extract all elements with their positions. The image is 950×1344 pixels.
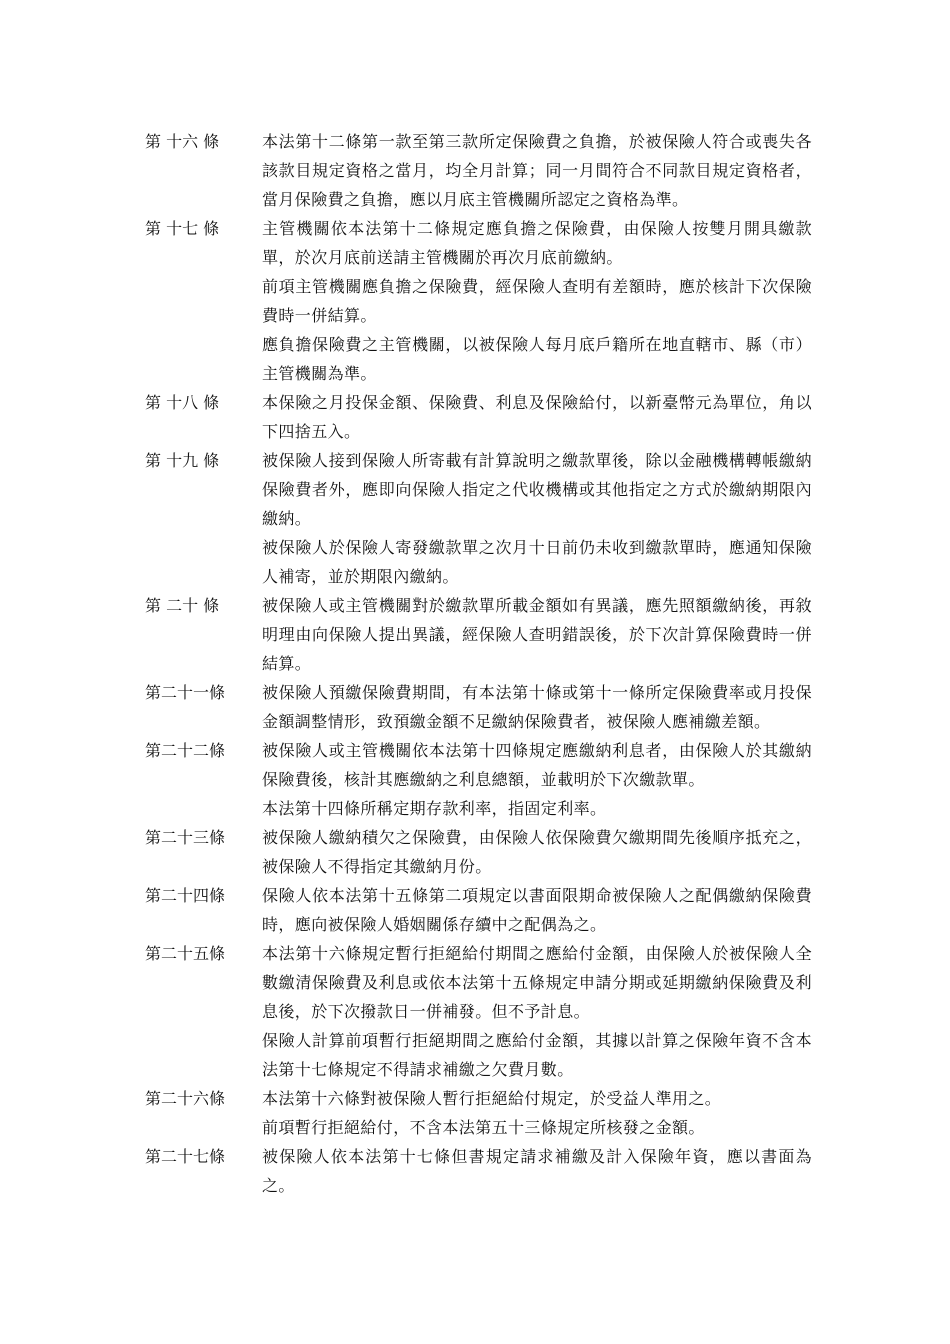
paragraph: 主管機關依本法第十二條規定應負擔之保險費，由保險人按雙月開具繳款單，於次月底前送請主管機關於再次月底前繳納。: [262, 219, 812, 267]
article-number: 第二十五條: [145, 944, 226, 963]
article: [145, 678, 815, 736]
article-number: 第二十四條: [145, 886, 226, 905]
paragraph: 前項主管機關應負擔之保險費，經保險人查明有差額時，應於核計下次保險費時一併結算。: [262, 277, 812, 325]
paragraph: 被保險人預繳保險費期間，有本法第十條或第十一條所定保險費率或月投保金額調整情形，致預繳金額不足繳納保險費者，被保險人應補繳差額。: [262, 683, 812, 731]
paragraph: 本保險之月投保金額、保險費、利息及保險給付，以新臺幣元為單位，角以下四捨五入。: [262, 393, 812, 441]
article: [145, 881, 815, 939]
article-body: [262, 736, 812, 823]
paragraph: 被保險人接到保險人所寄載有計算說明之繳款單後，除以金融機構轉帳繳納保險費者外，應即向保險人指定之代收機構或其他指定之方式於繳納期限內繳納。: [262, 451, 812, 528]
article-body: [262, 1084, 812, 1142]
article: [145, 388, 815, 446]
article-number: 第 二十 條: [145, 596, 220, 615]
article: [145, 214, 815, 388]
paragraph: 保險人依本法第十五條第二項規定以書面限期命被保險人之配偶繳納保險費時，應向被保險人婚姻關係存續中之配偶為之。: [262, 886, 812, 934]
article-number: 第 十九 條: [145, 451, 220, 470]
paragraph: 被保險人或主管機關依本法第十四條規定應繳納利息者，由保險人於其繳納保險費後，核計其應繳納之利息總額，並載明於下次繳款單。: [262, 741, 812, 789]
paragraph: 本法第十六條規定暫行拒絕給付期間之應給付金額，由保險人於被保險人全數繳清保險費及利息或依本法第十五條規定申請分期或延期繳納保險費及利息後，於下次撥款日一併補發。但不予計息。: [262, 944, 812, 1021]
paragraph: 被保險人依本法第十七條但書規定請求補繳及計入保險年資，應以書面為之。: [262, 1147, 812, 1195]
paragraph: 被保險人於保險人寄發繳款單之次月十日前仍未收到繳款單時，應通知保險人補寄，並於期限內繳納。: [262, 538, 812, 586]
article-body: [262, 1142, 812, 1200]
article-body: [262, 446, 812, 591]
article-body: [262, 823, 812, 881]
article: [145, 823, 815, 881]
article: [145, 1142, 815, 1200]
article: [145, 446, 815, 591]
article-body: [262, 678, 812, 736]
article-body: [262, 881, 812, 939]
article-number: 第二十七條: [145, 1147, 226, 1166]
article: [145, 127, 815, 214]
article-number: 第二十六條: [145, 1089, 226, 1108]
article-body: [262, 127, 812, 214]
paragraph: 本法第十六條對被保險人暫行拒絕給付規定，於受益人準用之。: [262, 1089, 722, 1108]
article-number: 第二十二條: [145, 741, 226, 760]
paragraph: 本法第十二條第一款至第三款所定保險費之負擔，於被保險人符合或喪失各該款目規定資格之當月，均全月計算；同一月間符合不同款目規定資格者，當月保險費之負擔，應以月底主管機關所認定之資格為準。: [262, 132, 812, 209]
paragraph: 被保險人繳納積欠之保險費，由保險人依保險費欠繳期間先後順序抵充之，被保險人不得指定其繳納月份。: [262, 828, 812, 876]
article-body: [262, 388, 812, 446]
article: [145, 939, 815, 1084]
paragraph: 本法第十四條所稱定期存款利率，指固定利率。: [262, 799, 607, 818]
article-number: 第二十一條: [145, 683, 226, 702]
paragraph: 保險人計算前項暫行拒絕期間之應給付金額，其據以計算之保險年資不含本法第十七條規定不得請求補繳之欠費月數。: [262, 1031, 812, 1079]
article-body: [262, 214, 812, 388]
article-body: [262, 939, 812, 1084]
article-number: 第 十六 條: [145, 132, 220, 151]
article: [145, 736, 815, 823]
paragraph: 前項暫行拒絕給付，不含本法第五十三條規定所核發之金額。: [262, 1118, 705, 1137]
regulation-document: [145, 127, 815, 1200]
article-number: 第 十八 條: [145, 393, 220, 412]
article-body: [262, 591, 812, 678]
paragraph: 應負擔保險費之主管機關，以被保險人每月底戶籍所在地直轄市、縣（市）主管機關為準。: [262, 335, 812, 383]
paragraph: 被保險人或主管機關對於繳款單所載金額如有異議，應先照額繳納後，再敘明理由向保險人提出異議，經保險人查明錯誤後，於下次計算保險費時一併結算。: [262, 596, 812, 673]
article: [145, 591, 815, 678]
article-number: 第二十三條: [145, 828, 226, 847]
article-number: 第 十七 條: [145, 219, 220, 238]
article: [145, 1084, 815, 1142]
